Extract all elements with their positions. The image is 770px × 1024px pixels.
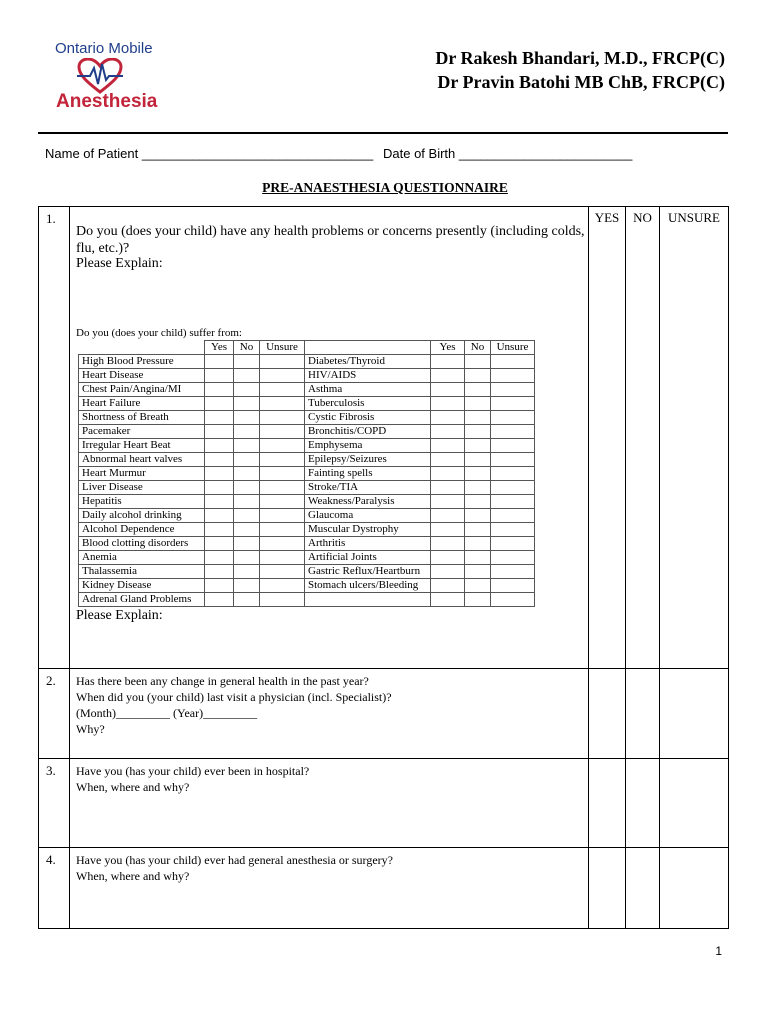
condition-row	[79, 425, 535, 439]
q3-no-box[interactable]	[626, 759, 660, 848]
condition-right-no-box[interactable]	[465, 397, 491, 411]
condition-left-no-box[interactable]	[234, 579, 260, 593]
condition-row	[79, 509, 535, 523]
condition-right-yes-box[interactable]	[431, 495, 465, 509]
condition-right-unsure-box[interactable]	[491, 453, 535, 467]
condition-right-no-box[interactable]	[465, 425, 491, 439]
condition-left-unsure-box[interactable]	[260, 495, 305, 509]
condition-right-unsure-box[interactable]	[491, 523, 535, 537]
condition-left-unsure-box[interactable]	[260, 397, 305, 411]
condition-label-right: Stroke/TIA	[305, 481, 431, 495]
condition-row	[79, 495, 535, 509]
condition-row	[79, 397, 535, 411]
condition-left-unsure-box[interactable]	[260, 523, 305, 537]
questionnaire-table	[38, 206, 729, 929]
q2-text	[70, 669, 589, 759]
q1-explain-label: Please Explain:	[76, 256, 163, 271]
condition-right-unsure-box[interactable]	[491, 397, 535, 411]
condition-left-yes-box[interactable]	[205, 551, 234, 565]
q3-yes-box[interactable]	[589, 759, 626, 848]
condition-left-yes-box[interactable]	[205, 481, 234, 495]
condition-label-left: Abnormal heart valves	[79, 453, 205, 467]
header-yes-right: Yes	[431, 341, 465, 355]
condition-left-no-box[interactable]	[234, 495, 260, 509]
condition-right-yes-box[interactable]	[431, 467, 465, 481]
condition-right-unsure-box[interactable]	[491, 383, 535, 397]
condition-right-no-box[interactable]	[465, 467, 491, 481]
q1-explain2-label: Please Explain:	[76, 608, 163, 623]
condition-label-left: Heart Failure	[79, 397, 205, 411]
q3-unsure-box[interactable]	[660, 759, 729, 848]
condition-row	[79, 439, 535, 453]
q2-line: When did you (your child) last visit a physician (incl. Specialist)?	[76, 690, 392, 704]
condition-left-yes-box[interactable]	[205, 509, 234, 523]
condition-row	[79, 593, 535, 607]
condition-right-no-box[interactable]	[465, 481, 491, 495]
condition-right-unsure-box[interactable]	[491, 425, 535, 439]
condition-left-yes-box[interactable]	[205, 467, 234, 481]
q2-line: Why?	[76, 722, 105, 736]
condition-left-yes-box[interactable]	[205, 495, 234, 509]
condition-left-no-box[interactable]	[234, 453, 260, 467]
condition-left-unsure-box[interactable]	[260, 579, 305, 593]
condition-left-no-box[interactable]	[234, 565, 260, 579]
header-no-left: No	[234, 341, 260, 355]
condition-right-no-box[interactable]	[465, 355, 491, 369]
q4-yes-box[interactable]	[589, 848, 626, 929]
condition-left-unsure-box[interactable]	[260, 439, 305, 453]
q2-line: Has there been any change in general health in the past year?	[76, 674, 369, 688]
doctor-names	[435, 46, 725, 94]
condition-label-right: Stomach ulcers/Bleeding	[305, 579, 431, 593]
condition-left-unsure-box[interactable]	[260, 481, 305, 495]
condition-label-right: Fainting spells	[305, 467, 431, 481]
condition-right-unsure-box[interactable]	[491, 467, 535, 481]
condition-label-left: Pacemaker	[79, 425, 205, 439]
condition-left-yes-box[interactable]	[205, 411, 234, 425]
condition-label-right: Diabetes/Thyroid	[305, 355, 431, 369]
condition-left-no-box[interactable]	[234, 369, 260, 383]
date-of-birth-field[interactable]: Date of Birth ________________________	[383, 146, 633, 161]
condition-right-unsure-box[interactable]	[491, 369, 535, 383]
condition-left-no-box[interactable]	[234, 355, 260, 369]
condition-label-right: Glaucoma	[305, 509, 431, 523]
condition-right-unsure-box[interactable]	[491, 439, 535, 453]
heart-ecg-icon	[77, 58, 123, 94]
condition-label-left: Heart Murmur	[79, 467, 205, 481]
condition-left-no-box[interactable]	[234, 425, 260, 439]
condition-left-yes-box[interactable]	[205, 593, 234, 607]
condition-right-yes-box[interactable]	[431, 411, 465, 425]
condition-row	[79, 537, 535, 551]
condition-right-unsure-box[interactable]	[491, 537, 535, 551]
q2-line: (Month)_________ (Year)_________	[76, 706, 258, 720]
condition-left-no-box[interactable]	[234, 383, 260, 397]
condition-right-yes-box[interactable]	[431, 425, 465, 439]
condition-left-unsure-box[interactable]	[260, 593, 305, 607]
q3-text	[70, 759, 589, 848]
condition-right-unsure-box[interactable]	[491, 509, 535, 523]
condition-left-unsure-box[interactable]	[260, 453, 305, 467]
q4-line: Have you (has your child) ever had general anesthesia or surgery?	[76, 853, 393, 867]
condition-label-left: Shortness of Breath	[79, 411, 205, 425]
condition-label-right: Muscular Dystrophy	[305, 523, 431, 537]
condition-right-no-box[interactable]	[465, 523, 491, 537]
condition-left-yes-box[interactable]	[205, 523, 234, 537]
condition-label-right: Weakness/Paralysis	[305, 495, 431, 509]
condition-left-yes-box[interactable]	[205, 565, 234, 579]
doctor-2: Dr Pravin Batohi MB ChB, FRCP(C)	[437, 72, 725, 92]
condition-left-yes-box[interactable]	[205, 355, 234, 369]
condition-left-unsure-box[interactable]	[260, 411, 305, 425]
header-no-right: No	[465, 341, 491, 355]
condition-right-yes-box[interactable]	[431, 439, 465, 453]
q2-unsure-box[interactable]	[660, 669, 729, 759]
header-divider	[38, 132, 728, 134]
condition-right-unsure-box[interactable]	[491, 355, 535, 369]
condition-label-left: Irregular Heart Beat	[79, 439, 205, 453]
condition-label-left: Adrenal Gland Problems	[79, 593, 205, 607]
condition-label-left: Liver Disease	[79, 481, 205, 495]
condition-label-left: Thalassemia	[79, 565, 205, 579]
condition-row	[79, 411, 535, 425]
condition-right-unsure-box[interactable]	[491, 593, 535, 607]
condition-left-unsure-box[interactable]	[260, 467, 305, 481]
conditions-header-spacer-right	[305, 341, 431, 355]
condition-left-no-box[interactable]	[234, 467, 260, 481]
condition-row	[79, 467, 535, 481]
unsure-column-header[interactable]: UNSURE	[660, 207, 729, 669]
condition-right-yes-box[interactable]	[431, 579, 465, 593]
condition-right-unsure-box[interactable]	[491, 481, 535, 495]
condition-right-no-box[interactable]	[465, 565, 491, 579]
header-unsure-right: Unsure	[491, 341, 535, 355]
q1-cell	[70, 207, 589, 669]
condition-right-unsure-box[interactable]	[491, 565, 535, 579]
no-column-header[interactable]: NO	[626, 207, 660, 669]
condition-left-no-box[interactable]	[234, 593, 260, 607]
condition-label-right: Bronchitis/COPD	[305, 425, 431, 439]
condition-right-no-box[interactable]	[465, 383, 491, 397]
condition-left-no-box[interactable]	[234, 411, 260, 425]
condition-right-no-box[interactable]	[465, 551, 491, 565]
condition-label-left: High Blood Pressure	[79, 355, 205, 369]
condition-left-unsure-box[interactable]	[260, 551, 305, 565]
q2-number: 2.	[39, 669, 70, 759]
condition-label-left: Blood clotting disorders	[79, 537, 205, 551]
condition-left-unsure-box[interactable]	[260, 355, 305, 369]
condition-row	[79, 453, 535, 467]
condition-right-no-box[interactable]	[465, 369, 491, 383]
condition-left-unsure-box[interactable]	[260, 383, 305, 397]
condition-right-yes-box[interactable]	[431, 509, 465, 523]
condition-label-right: Artificial Joints	[305, 551, 431, 565]
condition-left-yes-box[interactable]	[205, 397, 234, 411]
condition-right-yes-box[interactable]	[431, 523, 465, 537]
condition-label-right: Gastric Reflux/Heartburn	[305, 565, 431, 579]
condition-left-no-box[interactable]	[234, 481, 260, 495]
condition-left-no-box[interactable]	[234, 523, 260, 537]
q3-line: When, where and why?	[76, 780, 190, 794]
condition-left-yes-box[interactable]	[205, 579, 234, 593]
condition-label-left: Anemia	[79, 551, 205, 565]
condition-left-unsure-box[interactable]	[260, 537, 305, 551]
condition-label-right: HIV/AIDS	[305, 369, 431, 383]
clinic-logo	[50, 40, 158, 120]
doctor-1: Dr Rakesh Bhandari, M.D., FRCP(C)	[435, 48, 725, 68]
condition-label-right	[305, 593, 431, 607]
q3-number: 3.	[39, 759, 70, 848]
logo-line2: Anesthesia	[56, 91, 158, 112]
condition-row	[79, 383, 535, 397]
condition-right-no-box[interactable]	[465, 439, 491, 453]
condition-right-no-box[interactable]	[465, 495, 491, 509]
conditions-header-spacer	[79, 341, 205, 355]
header-unsure-left: Unsure	[260, 341, 305, 355]
condition-left-no-box[interactable]	[234, 537, 260, 551]
condition-label-left: Hepatitis	[79, 495, 205, 509]
condition-row	[79, 523, 535, 537]
condition-right-no-box[interactable]	[465, 453, 491, 467]
condition-label-right: Cystic Fibrosis	[305, 411, 431, 425]
condition-row	[79, 481, 535, 495]
condition-row	[79, 369, 535, 383]
condition-left-unsure-box[interactable]	[260, 509, 305, 523]
condition-left-no-box[interactable]	[234, 551, 260, 565]
q4-line: When, where and why?	[76, 869, 190, 883]
condition-right-no-box[interactable]	[465, 593, 491, 607]
condition-right-yes-box[interactable]	[431, 355, 465, 369]
q1-suffer-label: Do you (does your child) suffer from:	[76, 327, 242, 339]
logo-line1: Ontario Mobile	[55, 40, 153, 57]
condition-right-no-box[interactable]	[465, 509, 491, 523]
condition-right-yes-box[interactable]	[431, 481, 465, 495]
condition-right-yes-box[interactable]	[431, 383, 465, 397]
condition-right-yes-box[interactable]	[431, 397, 465, 411]
patient-name-field[interactable]: Name of Patient ________________________________	[45, 146, 374, 161]
condition-right-yes-box[interactable]	[431, 565, 465, 579]
condition-right-yes-box[interactable]	[431, 593, 465, 607]
condition-left-no-box[interactable]	[234, 509, 260, 523]
condition-left-unsure-box[interactable]	[260, 369, 305, 383]
condition-left-yes-box[interactable]	[205, 383, 234, 397]
q4-unsure-box[interactable]	[660, 848, 729, 929]
condition-left-yes-box[interactable]	[205, 425, 234, 439]
q3-line: Have you (has your child) ever been in hospital?	[76, 764, 310, 778]
condition-right-no-box[interactable]	[465, 411, 491, 425]
condition-label-right: Epilepsy/Seizures	[305, 453, 431, 467]
q2-no-box[interactable]	[626, 669, 660, 759]
condition-label-left: Kidney Disease	[79, 579, 205, 593]
condition-row	[79, 565, 535, 579]
condition-right-yes-box[interactable]	[431, 537, 465, 551]
conditions-table	[78, 340, 535, 607]
condition-left-no-box[interactable]	[234, 397, 260, 411]
condition-left-yes-box[interactable]	[205, 369, 234, 383]
condition-right-unsure-box[interactable]	[491, 495, 535, 509]
condition-right-unsure-box[interactable]	[491, 551, 535, 565]
header-yes-left: Yes	[205, 341, 234, 355]
condition-right-no-box[interactable]	[465, 537, 491, 551]
q4-text	[70, 848, 589, 929]
condition-row	[79, 551, 535, 565]
condition-left-no-box[interactable]	[234, 439, 260, 453]
q1-number: 1.	[39, 207, 70, 669]
condition-right-yes-box[interactable]	[431, 453, 465, 467]
condition-label-left: Chest Pain/Angina/MI	[79, 383, 205, 397]
q2-yes-box[interactable]	[589, 669, 626, 759]
condition-right-yes-box[interactable]	[431, 551, 465, 565]
q4-no-box[interactable]	[626, 848, 660, 929]
condition-right-yes-box[interactable]	[431, 369, 465, 383]
condition-row	[79, 579, 535, 593]
condition-label-right: Arthritis	[305, 537, 431, 551]
q1-text: Do you (does your child) have any health problems or concerns presently (including colds, flu, etc.)?	[76, 224, 585, 256]
condition-label-left: Heart Disease	[79, 369, 205, 383]
condition-left-yes-box[interactable]	[205, 453, 234, 467]
condition-right-unsure-box[interactable]	[491, 411, 535, 425]
condition-left-unsure-box[interactable]	[260, 425, 305, 439]
condition-label-right: Tuberculosis	[305, 397, 431, 411]
condition-right-unsure-box[interactable]	[491, 579, 535, 593]
condition-left-yes-box[interactable]	[205, 439, 234, 453]
condition-label-right: Emphysema	[305, 439, 431, 453]
condition-label-left: Daily alcohol drinking	[79, 509, 205, 523]
condition-label-left: Alcohol Dependence	[79, 523, 205, 537]
page-number: 1	[715, 944, 722, 958]
yes-column-header[interactable]: YES	[589, 207, 626, 669]
condition-left-unsure-box[interactable]	[260, 565, 305, 579]
form-title: PRE-ANAESTHESIA QUESTIONNAIRE	[262, 180, 508, 195]
condition-left-yes-box[interactable]	[205, 537, 234, 551]
condition-row	[79, 355, 535, 369]
q4-number: 4.	[39, 848, 70, 929]
condition-label-right: Asthma	[305, 383, 431, 397]
condition-right-no-box[interactable]	[465, 579, 491, 593]
